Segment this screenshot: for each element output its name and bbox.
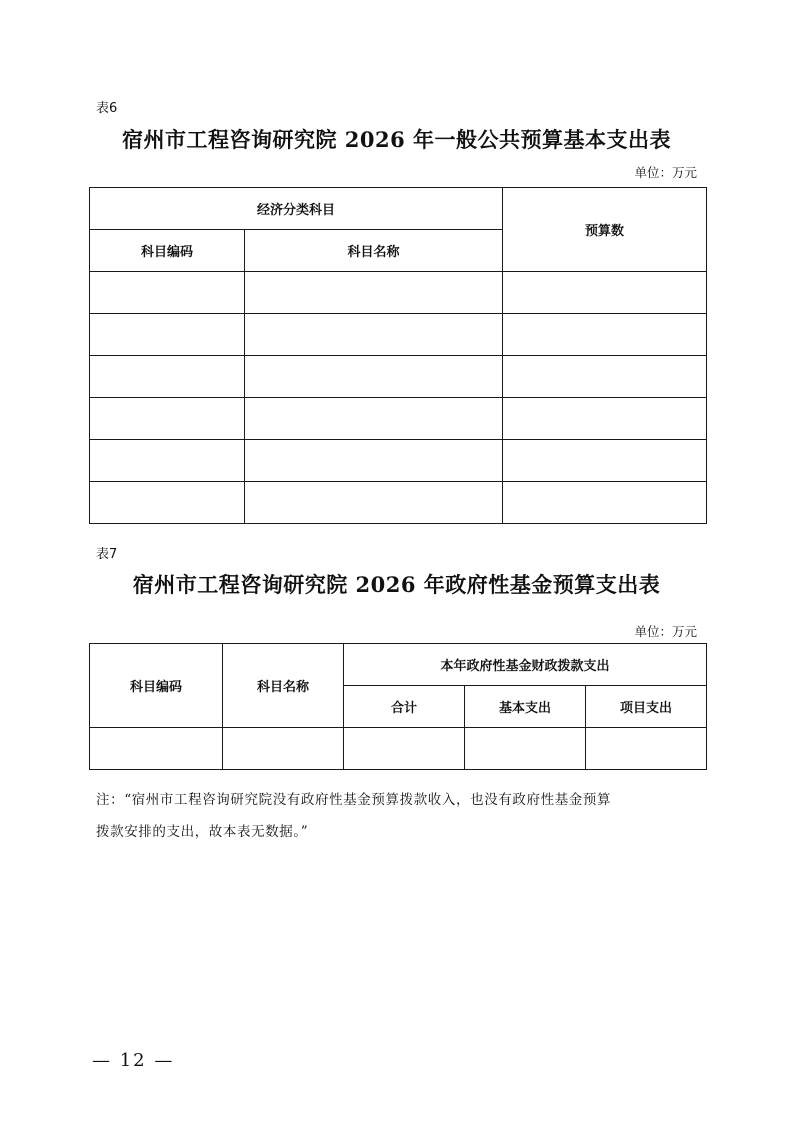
table-row bbox=[90, 728, 707, 770]
table7-cell-project bbox=[586, 728, 707, 770]
table6-cell-budget bbox=[503, 356, 707, 398]
table6-header-group: 经济分类科目 bbox=[90, 188, 503, 230]
table6-header-name: 科目名称 bbox=[245, 230, 503, 272]
page-number: — 12 — bbox=[92, 1050, 175, 1071]
table6-cell-code bbox=[90, 314, 245, 356]
table7-header-code: 科目编码 bbox=[90, 644, 223, 728]
table6-cell-code bbox=[90, 398, 245, 440]
table6-cell-budget bbox=[503, 314, 707, 356]
table6-cell-budget bbox=[503, 272, 707, 314]
table6-cell-budget bbox=[503, 482, 707, 524]
table-row bbox=[90, 314, 707, 356]
table6-cell-name bbox=[245, 440, 503, 482]
note-line-2: 拨款安排的支出，故本表无数据。” bbox=[96, 824, 309, 840]
table-row bbox=[90, 356, 707, 398]
table6-title: 宿州市工程咨询研究院 2026 年一般公共预算基本支出表 bbox=[121, 127, 672, 152]
table-row bbox=[90, 272, 707, 314]
table7-header-name: 科目名称 bbox=[223, 644, 344, 728]
table6-cell-budget bbox=[503, 440, 707, 482]
table7-cell-code bbox=[90, 728, 223, 770]
table7-title: 宿州市工程咨询研究院 2026 年政府性基金预算支出表 bbox=[132, 572, 661, 597]
table6-cell-code bbox=[90, 440, 245, 482]
table7-cell-total bbox=[344, 728, 465, 770]
table7-label: 表7 bbox=[96, 547, 118, 562]
table6-cell-code bbox=[90, 356, 245, 398]
table7-header-project: 项目支出 bbox=[586, 686, 707, 728]
table6-cell-name bbox=[245, 398, 503, 440]
table6-cell-name bbox=[245, 272, 503, 314]
table7-header-basic: 基本支出 bbox=[465, 686, 586, 728]
table7-unit: 单位：万元 bbox=[634, 624, 697, 639]
table7 bbox=[89, 643, 707, 770]
table-row bbox=[90, 440, 707, 482]
table6-cell-name bbox=[245, 482, 503, 524]
table6-cell-name bbox=[245, 314, 503, 356]
table6-header-code: 科目编码 bbox=[90, 230, 245, 272]
table7-cell-basic bbox=[465, 728, 586, 770]
table6-cell-budget bbox=[503, 398, 707, 440]
note-line-1: 注：“宿州市工程咨询研究院没有政府性基金预算拨款收入，也没有政府性基金预算 bbox=[96, 792, 612, 808]
table-row bbox=[90, 398, 707, 440]
table7-header-total: 合计 bbox=[344, 686, 465, 728]
table6-label: 表6 bbox=[96, 101, 118, 116]
table7-header-group: 本年政府性基金财政拨款支出 bbox=[344, 644, 707, 686]
table6-header-budget: 预算数 bbox=[503, 188, 707, 272]
table-row bbox=[90, 482, 707, 524]
table6-cell-code bbox=[90, 482, 245, 524]
table7-cell-name bbox=[223, 728, 344, 770]
table6-cell-name bbox=[245, 356, 503, 398]
table6 bbox=[89, 187, 707, 524]
table6-cell-code bbox=[90, 272, 245, 314]
table6-unit: 单位：万元 bbox=[634, 165, 697, 180]
note bbox=[96, 784, 706, 848]
